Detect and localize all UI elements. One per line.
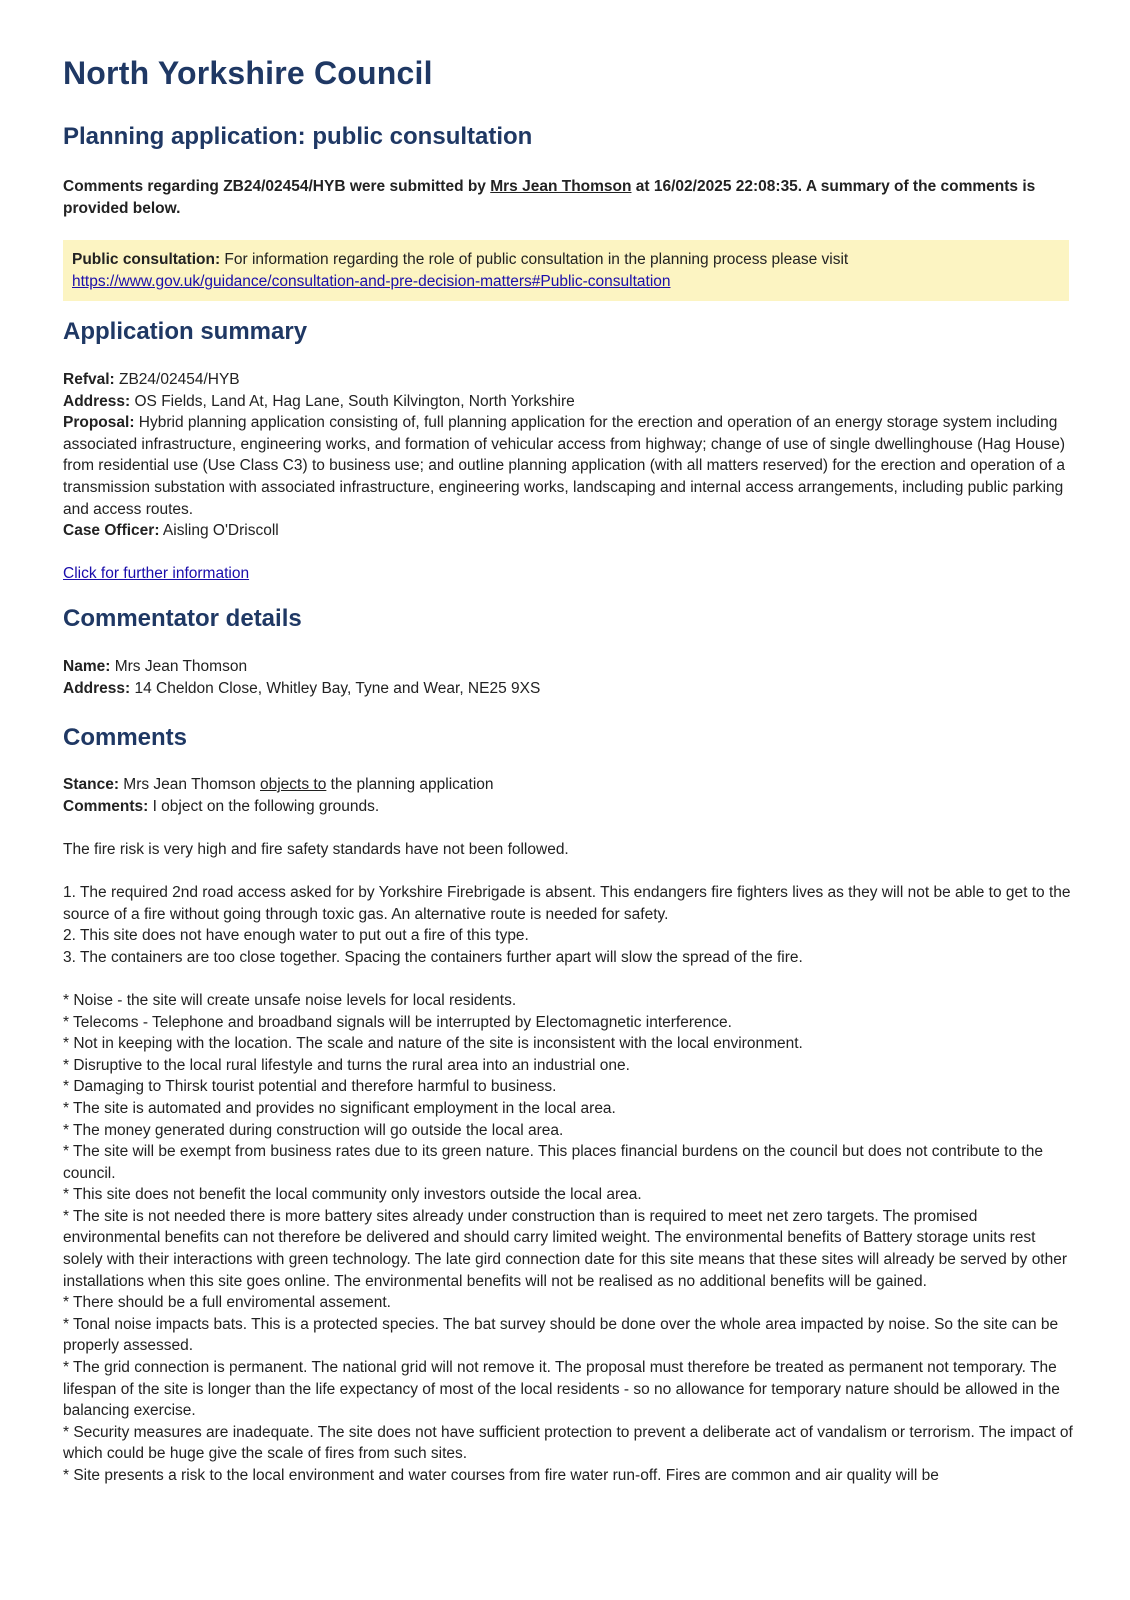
refval-row — [63, 369, 1073, 391]
application-summary-heading: Application summary — [63, 318, 308, 345]
notice-text: For information regarding the role of public consultation in the planning process please visit — [220, 251, 849, 268]
commentator-address-row — [63, 678, 1073, 700]
address-label: Address: — [63, 392, 131, 410]
intro-prefix: Comments regarding ZB24/02454/HYB were submitted by — [63, 178, 491, 195]
application-summary — [63, 369, 1073, 585]
commentator-address-label: Address: — [63, 679, 131, 697]
case-officer-row — [63, 520, 1073, 542]
commentator-name-value: Mrs Jean Thomson — [110, 658, 248, 675]
proposal-label: Proposal: — [63, 414, 135, 432]
stance-label: Stance: — [63, 776, 119, 793]
intro-suffix: at 16/02/2025 22:08:35. A summary of the comments is provided below. — [63, 178, 1036, 217]
comments-label: Comments: — [63, 797, 149, 815]
commentator-address-value: 14 Cheldon Close, Whitley Bay, Tyne and Wear, NE25 9XS — [130, 679, 541, 697]
commentator-details — [63, 656, 1073, 699]
comments-body: The fire risk is very high and fire safety standards have not been followed. 1. The required 2nd road access asked for by Yorkshire Firebrigade is absent. This endangers fire fighters lives as they will not be able to get to the source of a fire without going through toxic gas. An alternative route is needed for safety. 2. This site does not have enough water to put out a fire of this type. 3. The containers are too close together. Spacing the containers further apart will slow the spread of the fire. * Noise - the site will create unsafe noise levels for local residents. * Telecoms - Telephone and broadband signals will be interrupted by Electomagnetic interference. * Not in keeping with the location. The scale and nature of the site is inconsistent with the local environment. * Disruptive to the local rural lifestyle and turns the rural area into an industrial one. * Damaging to Thirsk tourist potential and therefore harmful to business. * The site is automated and provides no significant employment in the local area. * The money generated during construction will go outside the local area. * The site will be exempt from business rates due to its green nature. This places financial burdens on the council but does not contribute to the council. * This site does not benefit the local community only investors outside the local area. * The site is not needed there is more battery sites already under construction than is required to meet net zero targets. The promised environmental benefits can not therefore be delivered and should carry limited weight. The environmental benefits of Battery storage units rest solely with their interactions with green technology. The late gird connection date for this site means that these sites will already be served by other installations when this site goes online. The environmental benefits will not be realised as no additional benefits will be gained. * There should be a full enviromental assement. * Tonal noise impacts bats. This is a protected species. The bat survey should be done over the whole area impacted by noise. So the site can be properly assessed. * The grid connection is permanent. The national grid will not remove it. The proposal must therefore be treated as permanent not temporary. The lifespan of the site is longer than the life expectancy of most of the local residents - so no allowance for temporary nature should be allowed in the balancing exercise. * Security measures are inadequate. The site does not have sufficient protection to prevent a deliberate act of vandalism or terrorism. The impact of which could be huge give the scale of fires from such sites. * Site presents a risk to the local environment and water courses from fire water run-off. Fires are common and air quality will be — [63, 840, 1073, 1484]
further-information-link[interactable]: Click for further information — [63, 565, 250, 583]
stance-row — [63, 774, 1073, 796]
stance-suffix: the planning application — [326, 776, 494, 793]
comments-heading: Comments — [63, 724, 188, 751]
case-officer-label: Case Officer: — [63, 522, 160, 540]
proposal-row — [63, 412, 1073, 520]
commentator-name-label: Name: — [63, 658, 111, 675]
notice-label: Public consultation: — [72, 251, 221, 268]
refval-value: ZB24/02454/HYB — [114, 371, 240, 388]
submitter-link[interactable]: Mrs Jean Thomson — [490, 178, 632, 195]
comments-section — [63, 774, 1073, 1487]
case-officer-value: Aisling O'Driscoll — [159, 522, 279, 540]
commentator-name-row — [63, 656, 1073, 678]
comments-row — [63, 796, 1073, 818]
intro-paragraph — [63, 176, 1063, 219]
address-value: OS Fields, Land At, Hag Lane, South Kilvington, North Yorkshire — [130, 392, 575, 410]
page-subtitle: Planning application: public consultation — [63, 123, 533, 150]
comments-first-line: I object on the following grounds. — [148, 797, 380, 815]
address-row — [63, 391, 1073, 413]
stance-link[interactable]: objects to — [260, 776, 327, 793]
consultation-notice — [63, 240, 1069, 301]
council-title: North Yorkshire Council — [63, 55, 433, 91]
gov-guidance-link[interactable]: https://www.gov.uk/guidance/consultation-and-pre-decision-matters#Public-consultation — [72, 272, 671, 290]
refval-label: Refval: — [63, 371, 115, 388]
commentator-details-heading: Commentator details — [63, 605, 302, 632]
stance-prefix: Mrs Jean Thomson — [119, 776, 260, 793]
proposal-value: Hybrid planning application consisting of, full planning application for the erection and operation of an energy storage system including associated infrastructure, engineering works, and formation of vehicular access from highway; change of use of single dwellinghouse (Hag House) from residential use (Use Class C3) to business use; and outline planning application (with all matters reserved) for the erection and operation of a transmission substation with associated infrastructure, engineering works, landscaping and internal access arrangements, including public parking and access routes. — [63, 414, 1066, 518]
